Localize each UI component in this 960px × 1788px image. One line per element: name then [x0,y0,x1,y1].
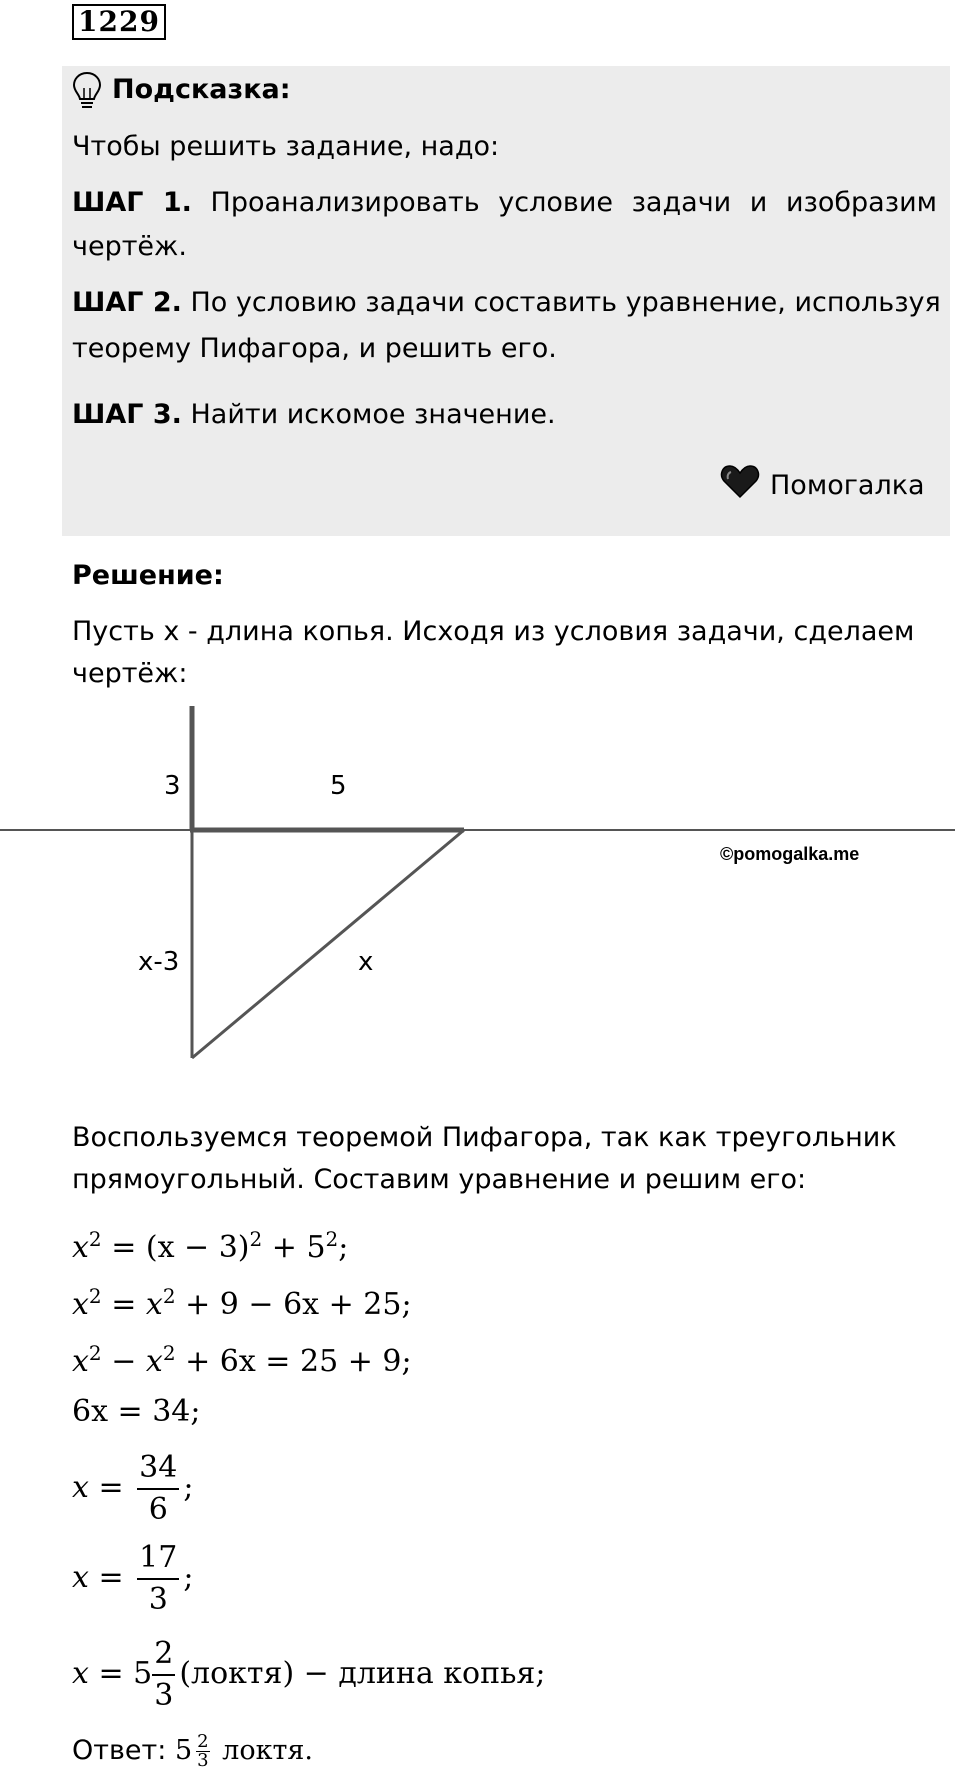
step3-text: Найти искомое значение. [190,399,556,430]
step2-text-line2: теорему Пифагора, и решить его. [72,333,557,364]
solution-heading: Решение: [72,560,224,591]
hint-step3 [72,392,556,438]
label-x-minus-3: x-3 [138,947,180,977]
solution-text-line2: прямоугольный. Составим уравнение и решим его: [72,1164,807,1195]
label-3: 3 [164,771,181,801]
task-number: 1229 [72,4,166,40]
solution-text-line1: Воспользуемся теоремой Пифагора, так как треугольник [72,1122,897,1153]
step3-label: ШАГ 3. [72,399,182,430]
equation-5: x = $\frac{34}{6}$ ; [72,1450,194,1527]
answer: Ответ: 5 $\frac{2}{3}$ локтя. [72,1731,314,1771]
equation-6: x = $\frac{17}{3}$ ; [72,1540,194,1617]
label-5: 5 [330,771,347,801]
equation-4: 6x = 34; [72,1394,201,1429]
hypotenuse [192,830,464,1058]
hint-title: Подсказка: [112,74,291,105]
equation-2: $x^2 = x^2 + 9 - 6x + 25$; [72,1284,412,1322]
step1-text-line1: Проанализировать условие задачи и изобразим [210,187,937,218]
step2-label: ШАГ 2. [72,287,182,318]
hint-step1 [72,180,937,226]
equation-1: $x^2 = (x - 3)^2 + 5^2$; [72,1227,349,1265]
step2-text-line1: По условию задачи составить уравнение, используя [190,287,941,318]
equation-7: x = 5 $\frac{2}{3}$ (локтя) − длина копья; [72,1636,546,1713]
lightbulb-icon [70,70,104,112]
watermark: ©pomogalka.me [720,844,860,864]
triangle-diagram [0,690,960,1070]
brand-link[interactable]: Помогалка [770,470,925,501]
solution-intro-line2: чертёж: [72,658,188,689]
heart-icon[interactable] [720,462,760,500]
equation-3: $x^2 - x^2 + 6x = 25 + 9$; [72,1341,412,1379]
step1-text-line2: чертёж. [72,231,187,262]
answer-label: Ответ: [72,1735,167,1766]
hint-step2 [72,280,941,326]
label-x: x [358,947,374,977]
solution-intro-line1: Пусть x - длина копья. Исходя из условия задачи, сделаем [72,616,915,647]
hint-intro: Чтобы решить задание, надо: [72,131,500,162]
step1-label: ШАГ 1. [72,187,192,218]
